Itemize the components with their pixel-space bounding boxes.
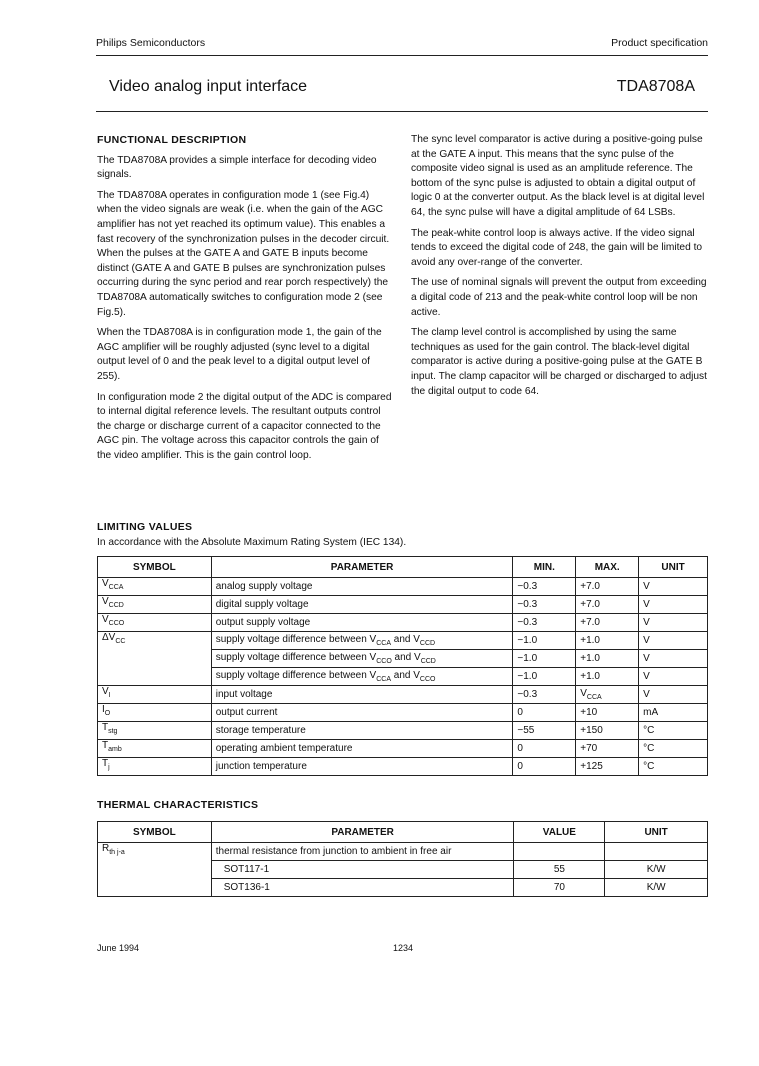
paragraph: The sync level comparator is active during a positive-going pulse at the GATE A input. This means that the sync pulse of the composite video signal is used as an amplitude reference. The bottom of the sync pulse is adjusted to obtain a digital output of logic 0 at the converter output. As the black level is at digital level 64, the sync pulse will have a digital amplitude of 64 LSBs.: [411, 134, 705, 218]
symbol-cell: $R_{th j-a}$: [98, 843, 212, 897]
parameter-cell: supply voltage difference between $V_{CCO}$ and $V_{CCD}$: [211, 650, 513, 668]
table-header-row: [98, 822, 708, 843]
page-number: 1234: [393, 943, 414, 953]
table-header-row: [98, 557, 708, 578]
limiting-heading: LIMITING VALUES: [97, 521, 193, 533]
max-cell: +10: [576, 704, 639, 722]
parameter-cell: storage temperature: [211, 722, 513, 740]
paragraph: The use of nominal signals will prevent the output from exceeding a digital code of 213 and the peak-white control loop will be non active.: [411, 277, 707, 318]
unit-cell: V: [639, 686, 708, 704]
max-cell: +1.0: [576, 668, 639, 686]
min-cell: −1.0: [513, 650, 576, 668]
unit-cell: V: [639, 596, 708, 614]
column-header: SYMBOL: [98, 557, 212, 578]
value-cell: 70: [514, 879, 605, 897]
unit-cell: V: [639, 668, 708, 686]
package-cell: SOT117-1: [211, 861, 514, 879]
max-cell: +70: [576, 740, 639, 758]
unit-cell: V: [639, 614, 708, 632]
min-cell: −55: [513, 722, 576, 740]
max-cell: +1.0: [576, 632, 639, 650]
functional-left-column: [97, 133, 395, 469]
symbol-cell: $V_{CCA}$: [98, 578, 212, 596]
max-cell: +7.0: [576, 614, 639, 632]
paragraph: The peak-white control loop is always active. If the video signal tends to exceed the digital code of 248, the gain will be limited to avoid any over-range of the converter.: [411, 227, 703, 268]
value-cell: [514, 843, 605, 861]
table-row: [98, 614, 708, 632]
parameter-cell: output current: [211, 704, 513, 722]
unit-cell: mA: [639, 704, 708, 722]
symbol-cell: $I_O$: [98, 704, 212, 722]
column-header: VALUE: [514, 822, 605, 843]
paragraph: The TDA8708A provides a simple interface for decoding video signals.: [97, 154, 377, 181]
parameter-cell: supply voltage difference between $V_{CCA}$ and $V_{CCO}$: [211, 668, 513, 686]
parameter-cell: input voltage: [211, 686, 513, 704]
header-rule-top: [96, 55, 708, 56]
limiting-intro: In accordance with the Absolute Maximum Rating System (IEC 134).: [97, 537, 407, 548]
min-cell: −0.3: [513, 686, 576, 704]
symbol-cell: $\Delta V_{CC}$: [98, 632, 212, 686]
max-cell: +7.0: [576, 578, 639, 596]
functional-right-column: [411, 133, 709, 405]
min-cell: −0.3: [513, 578, 576, 596]
min-cell: −0.3: [513, 596, 576, 614]
footer-date: June 1994: [97, 943, 140, 953]
unit-cell: °C: [639, 740, 708, 758]
parameter-cell: thermal resistance from junction to ambient in free air: [211, 843, 514, 861]
column-header: UNIT: [639, 557, 708, 578]
table-row: [98, 578, 708, 596]
paragraph: The clamp level control is accomplished by using the same techniques as used for the gain control. The black-level digital comparator is active during a positive-going pulse at the GATE B input. The clamp capacitor will be charged or discharged to adjust the digital output to code 64.: [411, 327, 707, 397]
unit-cell: V: [639, 650, 708, 668]
value-cell: 55: [514, 861, 605, 879]
symbol-cell: $V_{CCD}$: [98, 596, 212, 614]
column-header: PARAMETER: [211, 822, 514, 843]
max-cell: +1.0: [576, 650, 639, 668]
table-row: [98, 843, 708, 861]
paragraph: The TDA8708A operates in configuration mode 1 (see Fig.4) when the video signals are weak (i.e. when the gain of the AGC amplifier has not yet reached its optimum value). This enables a fast recovery of the synchronization pulses in the decoder circuit. When the pulses at the GATE A and GATE B inputs become distinct (GATE A and GATE B pulses are synchronization pulses occurring during the sync period and rear porch respectively) the TDA8708A automatically switches to configuration mode 2 (see Fig.5).: [97, 189, 390, 318]
part-number: TDA8708A: [616, 78, 695, 95]
column-header: MAX.: [576, 557, 639, 578]
functional-heading: FUNCTIONAL DESCRIPTION: [97, 134, 247, 146]
column-header: MIN.: [513, 557, 576, 578]
parameter-cell: output supply voltage: [211, 614, 513, 632]
table-row: [98, 740, 708, 758]
paragraph: In configuration mode 2 the digital output of the ADC is compared to internal digital reference levels. The resultant outputs control the charge or discharge current of a capacitor connected to the AGC pin. The voltage across this capacitor controls the gain of the video amplifier. This is the gain control loop.: [97, 391, 392, 461]
parameter-cell: digital supply voltage: [211, 596, 513, 614]
column-header: PARAMETER: [211, 557, 513, 578]
table-row: [98, 758, 708, 776]
thermal-table: [97, 821, 708, 897]
unit-cell: [605, 843, 708, 861]
parameter-cell: operating ambient temperature: [211, 740, 513, 758]
column-header: UNIT: [605, 822, 708, 843]
max-cell: +125: [576, 758, 639, 776]
paragraph: When the TDA8708A is in configuration mode 1, the gain of the AGC amplifier will be roughly adjusted (sync level to a digital output level of 0 and the peak level to a digital output level of 255).: [97, 327, 382, 382]
table-row: [98, 704, 708, 722]
unit-cell: °C: [639, 758, 708, 776]
min-cell: −1.0: [513, 668, 576, 686]
symbol-cell: $T_j$: [98, 758, 212, 776]
symbol-cell: $V_{CCO}$: [98, 614, 212, 632]
table-row: [98, 686, 708, 704]
unit-cell: V: [639, 632, 708, 650]
header-rule-bottom: [96, 111, 708, 112]
min-cell: 0: [513, 704, 576, 722]
symbol-cell: $V_I$: [98, 686, 212, 704]
min-cell: −0.3: [513, 614, 576, 632]
unit-cell: °C: [639, 722, 708, 740]
column-header: SYMBOL: [98, 822, 212, 843]
thermal-heading: THERMAL CHARACTERISTICS: [97, 799, 259, 811]
document-title: Video analog input interface: [109, 78, 308, 95]
unit-cell: K/W: [605, 861, 708, 879]
parameter-cell: analog supply voltage: [211, 578, 513, 596]
max-cell: $V_{CCA}$: [576, 686, 639, 704]
table-row: [98, 596, 708, 614]
max-cell: +150: [576, 722, 639, 740]
parameter-cell: junction temperature: [211, 758, 513, 776]
unit-cell: K/W: [605, 879, 708, 897]
symbol-cell: $T_{stg}$: [98, 722, 212, 740]
max-cell: +7.0: [576, 596, 639, 614]
package-cell: SOT136-1: [211, 879, 514, 897]
table-row: [98, 722, 708, 740]
symbol-cell: $T_{amb}$: [98, 740, 212, 758]
min-cell: 0: [513, 758, 576, 776]
header-doc-type: Product specification: [611, 37, 708, 49]
limiting-values-table: [97, 556, 708, 776]
parameter-cell: supply voltage difference between $V_{CCA}$ and $V_{CCD}$: [211, 632, 513, 650]
min-cell: −1.0: [513, 632, 576, 650]
table-row: [98, 632, 708, 650]
min-cell: 0: [513, 740, 576, 758]
header-company: Philips Semiconductors: [96, 37, 206, 49]
unit-cell: V: [639, 578, 708, 596]
